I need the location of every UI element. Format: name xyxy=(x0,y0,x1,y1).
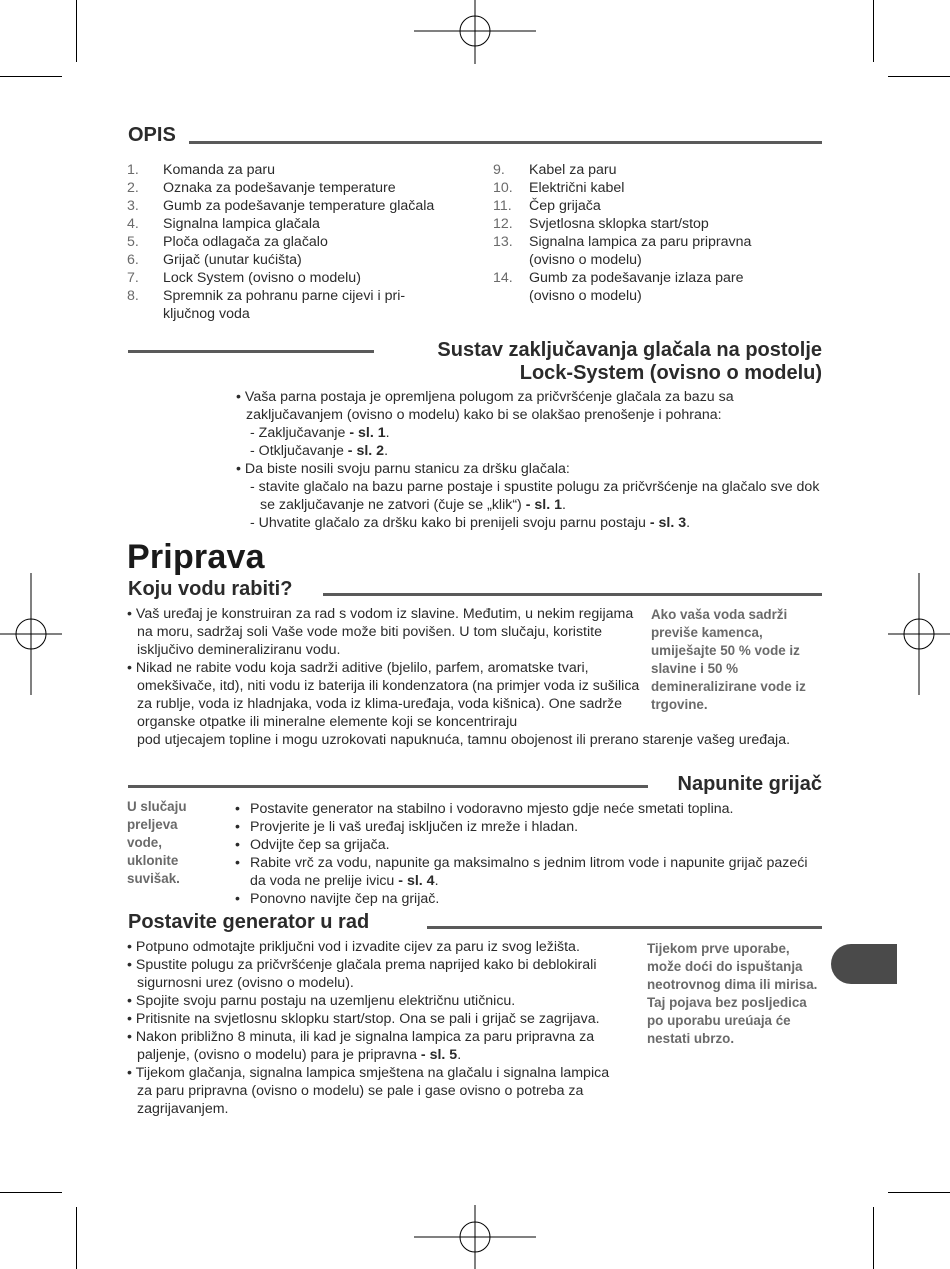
crop-mark xyxy=(888,76,950,77)
page-title: Priprava xyxy=(127,538,265,576)
list-item: 14. Gumb za podešavanje izlaza pare (ovisno o modelu) xyxy=(493,270,744,304)
registration-mark-bottom xyxy=(414,1205,536,1269)
list-item: • Provjerite je li vaš uređaj isključen iz mreže i hladan. xyxy=(235,819,579,835)
list-item: 9. Kabel za paru xyxy=(493,162,617,178)
crop-mark xyxy=(76,1207,77,1269)
list-item: 13. Signalna lampica za paru pripravna (ovisno o modelu) xyxy=(493,234,752,268)
list-item: 3. Gumb za podešavanje temperature glačala xyxy=(127,198,435,214)
list-item: 7. Lock System (ovisno o modelu) xyxy=(127,270,361,286)
crop-mark xyxy=(888,1192,950,1193)
fill-side-note: U slučaju preljeva vode, uklonite suvišak. xyxy=(127,799,187,886)
page-tab-marker xyxy=(831,944,897,984)
section-title-fill: Napunite grijač xyxy=(677,773,822,795)
section-rule xyxy=(323,593,822,596)
crop-mark xyxy=(0,76,62,77)
opis-list-right xyxy=(493,161,793,305)
registration-mark-left xyxy=(0,573,62,695)
list-item: 4. Signalna lampica glačala xyxy=(127,216,320,232)
list-item: • Odvijte čep sa grijača. xyxy=(235,837,390,853)
list-item: 12. Svjetlosna sklopka start/stop xyxy=(493,216,709,232)
lock-system-text: • Vaša parna postaja je opremljena polugom za pričvršćenje glačala za bazu sa zaključavanjem (ovisno o modelu) kako bi se olakšao prenošenje i pohrana: - Zaključavanje - sl. 1. - Otključavanje - sl. 2. • Da biste nosili svoju parnu stanicu za dršku glačala: - stavite glačalo na bazu parne postaje i spustite polugu za pričvršćenje na glačalo sve dok se zaključavanje ne zatvori (čuje se „klik“) - sl. 1. - Uhvatite glačalo za dršku kako bi prenijeli svoju parnu postaju - sl. 3. xyxy=(236,389,820,531)
section-rule xyxy=(427,926,822,929)
opis-list-left xyxy=(127,161,467,323)
list-item: • Postavite generator na stabilno i vodoravno mjesto gdje neće smetati toplina. xyxy=(235,801,734,817)
registration-mark-right xyxy=(888,573,950,695)
list-item: • Ponovno navijte čep na grijač. xyxy=(235,891,440,907)
section-title-lock-system: Sustav zaključavanja glačala na postolje Lock-System (ovisno o modelu) xyxy=(437,339,822,384)
crop-mark xyxy=(873,1207,874,1269)
list-item: 11. Čep grijača xyxy=(493,198,601,214)
crop-mark xyxy=(873,0,874,62)
water-side-note: Ako vaša voda sadrži previše kamenca, umiješajte 50 % vode iz slavine i 50 % demineralizirane vode iz trgovine. xyxy=(651,607,806,712)
section-title-opis: OPIS xyxy=(128,124,176,146)
section-title-water: Koju vodu rabiti? xyxy=(128,578,293,600)
crop-mark xyxy=(76,0,77,62)
section-rule xyxy=(189,141,822,144)
list-item: 6. Grijač (unutar kućišta) xyxy=(127,252,302,268)
list-item: 10. Električni kabel xyxy=(493,180,625,196)
start-side-note: Tijekom prve uporabe, može doći do ispuštanja neotrovnog dima ili mirisa. Taj pojava bez posljedica po uporabu ureúaja će nestati ubrzo. xyxy=(647,941,818,1046)
water-text-continued: pod utjecajem topline i mogu uzrokovati napuknuća, tamnu obojenost ili prerano starenje vašeg uređaja. xyxy=(137,732,791,748)
water-text: • Vaš uređaj je konstruiran za rad s vodom iz slavine. Međutim, u nekim regijama na moru, sadržaj soli Vaše vode može biti povišen. U tom slučaju, koristite isključivo demineraliziranu vodu. • Nikad ne rabite vodu koja sadrži aditive (bjelilo, parfem, aromatske tvari, omekšivače, itd), niti vodu iz baterija ili kondenzatora (na primjer voda iz sušilica za rublje, voda iz hladnjaka, voda iz klima-uređaja, voda kišnica). One sadrže organske otpatke ili mineralne elemente koji se koncentriraju xyxy=(127,606,640,730)
crop-mark xyxy=(0,1192,62,1193)
section-rule xyxy=(128,350,374,353)
list-item: • Rabite vrč za vodu, napunite ga maksimalno s jednim litrom vode i napunite grijač pazeći da voda ne prelije ivicu - sl. 4. xyxy=(235,855,808,889)
list-item: 8. Spremnik za pohranu parne cijevi i pri-ključnog voda xyxy=(127,288,406,322)
fill-list xyxy=(235,800,825,908)
registration-mark-top xyxy=(414,0,536,64)
section-rule xyxy=(128,785,648,788)
start-text: • Potpuno odmotajte priključni vod i izvadite cijev za paru iz svog ležišta. • Spustite polugu za pričvršćenje glačala prema naprijed kako bi deblokirali sigurnosni urez (ovisno o modelu). • Spojite svoju parnu postaju na uzemljenu električnu utičnicu. • Pritisnite na svjetlosnu sklopku start/stop. Ona se pali i grijač se zagrijava. • Nakon približno 8 minuta, ili kad je signalna lampica za paru pripravna za paljenje, (ovisno o modelu) para je pripravna - sl. 5. • Tijekom glačanja, signalna lampica smještena na glačalu i signalna lampica za paru pripravna (ovisno o modelu) se pale i gase ovisno o potreba za zagrijavanjem. xyxy=(127,939,610,1117)
list-item: 2. Oznaka za podešavanje temperature xyxy=(127,180,396,196)
list-item: 1. Komanda za paru xyxy=(127,162,275,178)
section-title-start: Postavite generator u rad xyxy=(128,911,370,933)
list-item: 5. Ploča odlagača za glačalo xyxy=(127,234,328,250)
